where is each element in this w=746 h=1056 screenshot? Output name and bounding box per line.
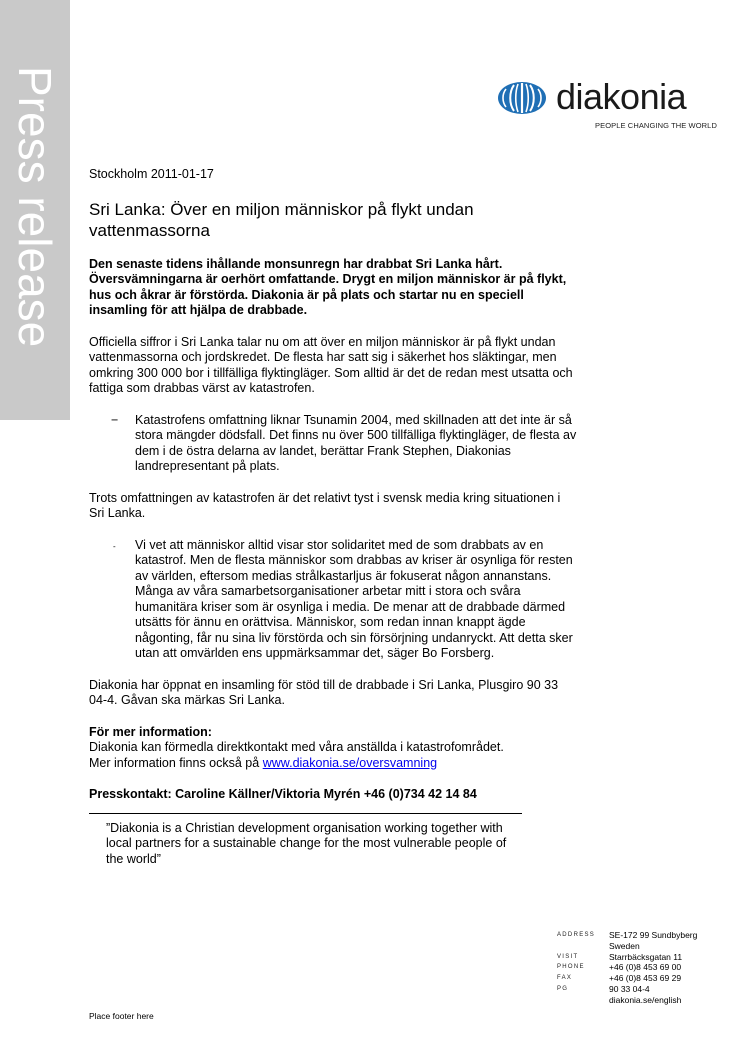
address-row: ADDRESS SE-172 99 Sundbyberg (557, 930, 698, 940)
page-title: Sri Lanka: Över en miljon människor på flykt undan vattenmassorna (89, 199, 474, 240)
more-info-block (89, 725, 579, 772)
more-info-prefix: Mer information finns också på (89, 755, 263, 770)
more-info-link[interactable]: www.diakonia.se/oversvamning (262, 755, 438, 770)
address-row: PG 90 33 04-4 (557, 983, 650, 994)
quote-1-text: Katastrofens omfattning liknar Tsunamin 2004, med skillnaden att det inte är så stora mängder dödsfall. Det finns nu över 500 tillfälliga flyktingläger, de flesta av dem i de östra delarna av landet, berättar Frank Stephen, Diakonias landrepresentant på plats. (135, 412, 577, 473)
dove-hands-icon (496, 80, 548, 116)
quote-2-text: Vi vet att människor alltid visar stor solidaritet med de som drabbats av en katastrof. Men de flesta människor som drabbas av kriser är osynliga för resten av världen, eftersom medias strålkastarljus är fokuserat någon annanstans. Många av våra samarbetsorganisationer arbetar mitt i stora och svåra humanitära kriser som är osynliga i media. De menar att de drabbade därmed utsätts för ännu en orättvisa. Människor, som redan innan knappt ägde någonting, får nu sina liv förstörda och sin försörjning undanryckt. Att detta sker utan att omvärlden ens uppmärksammar det, säger Bo Forsberg. (135, 537, 573, 660)
divider (89, 813, 522, 814)
logo-tagline: PEOPLE CHANGING THE WORLD (595, 121, 717, 130)
address-row: PHONE +46 (0)8 453 69 00 (557, 962, 682, 973)
dateline: Stockholm 2011-01-17 (89, 167, 214, 181)
logo-wordmark: diakonia (556, 76, 687, 117)
lead-paragraph: Den senaste tidens ihållande monsunregn har drabbat Sri Lanka hårt. Översvämningarna är oerhört omfattande. Drygt en miljon människor är på flykt, hus och åkrar är förstörda. Diakonia är på plats och startar nu en speciell insamling för att hjälpa de drabbade. (89, 256, 567, 317)
quote-1 (89, 413, 579, 475)
diakonia-logo (496, 77, 716, 129)
press-release-label: Press release (9, 66, 61, 348)
address-row: Sweden (609, 940, 640, 951)
address-row: diakonia.se/english (609, 994, 682, 1005)
paragraph-2: Trots omfattningen av katastrofen är det relativt tyst i svensk media kring situationen i Sri Lanka. (89, 490, 561, 520)
press-release-sidebar (0, 0, 70, 420)
more-info-line-1: Diakonia kan förmedla direktkontakt med våra anställda i katastrofområdet. (89, 740, 504, 754)
address-row: FAX +46 (0)8 453 69 29 (557, 973, 682, 984)
more-info-line-2 (89, 756, 579, 772)
address-block (557, 930, 737, 1006)
paragraph-1: Officiella siffror i Sri Lanka talar nu om att över en miljon människor är på flykt undan vattenmassorna och jordskredet. De flesta har satt sig i säkerhet hos släktingar, men omkring 300 000 bor i tillfälliga flyktingläger. Som alltid är det de redan mest utsatta och fattiga som drabbas värst av katastrofen. (89, 334, 573, 395)
mission-statement: ”Diakonia is a Christian development organisation working together with local partners for a sustainable change for the most vulnerable people of the world” (106, 820, 507, 866)
press-release-body (89, 167, 579, 867)
press-contact: Presskontakt: Caroline Källner/Viktoria Myrén +46 (0)734 42 14 84 (89, 787, 477, 801)
more-info-heading: För mer information: (89, 724, 212, 739)
quote-2 (89, 538, 579, 662)
quote-dash: − (111, 412, 119, 427)
address-row: VISIT Starrbäcksgatan 11 (557, 951, 683, 962)
footer-note: Place footer here (89, 1011, 154, 1021)
quote-dash: - (113, 541, 116, 551)
paragraph-3: Diakonia har öppnat en insamling för stöd till de drabbade i Sri Lanka, Plusgiro 90 33 04-4. Gåvan ska märkas Sri Lanka. (89, 677, 559, 707)
